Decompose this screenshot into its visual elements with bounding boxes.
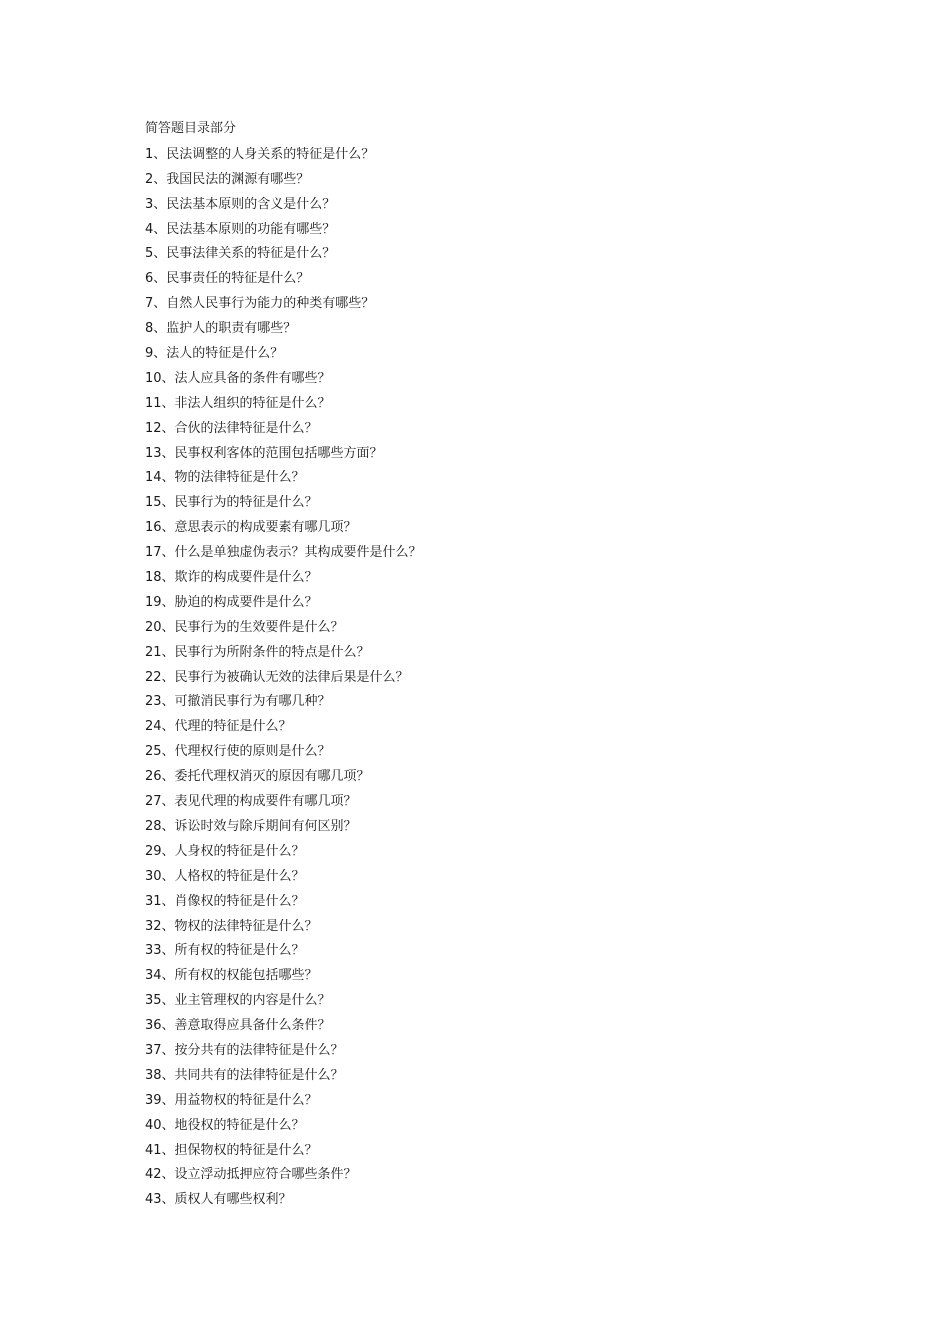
question-text: 、民事行为被确认无效的法律后果是什么？ bbox=[161, 669, 409, 685]
question-text: 、表见代理的构成要件有哪几项？ bbox=[161, 794, 357, 810]
list-item bbox=[145, 665, 845, 690]
list-item bbox=[145, 640, 845, 665]
question-number: 33 bbox=[145, 943, 162, 959]
question-text: 、自然人民事行为能力的种类有哪些？ bbox=[153, 296, 375, 312]
list-item bbox=[145, 1013, 845, 1038]
list-item bbox=[145, 416, 845, 441]
list-item bbox=[145, 291, 845, 316]
question-text: 、民事行为的生效要件是什么？ bbox=[161, 619, 344, 635]
question-number: 40 bbox=[145, 1117, 162, 1133]
question-number: 21 bbox=[145, 644, 162, 660]
question-text: 、监护人的职责有哪些？ bbox=[153, 321, 297, 337]
question-number: 43 bbox=[145, 1192, 162, 1208]
question-text: 、民事行为所附条件的特点是什么？ bbox=[161, 644, 370, 660]
list-item bbox=[145, 714, 845, 739]
question-text: 、地役权的特征是什么？ bbox=[161, 1117, 305, 1133]
question-number: 34 bbox=[145, 968, 162, 984]
question-number: 27 bbox=[145, 794, 162, 810]
question-number: 6 bbox=[145, 271, 154, 287]
list-item bbox=[145, 142, 845, 167]
question-text: 、合伙的法律特征是什么？ bbox=[161, 420, 318, 436]
list-item bbox=[145, 341, 845, 366]
question-number: 9 bbox=[145, 346, 154, 362]
question-text: 、我国民法的渊源有哪些？ bbox=[153, 171, 310, 187]
list-item bbox=[145, 217, 845, 242]
question-text: 、什么是单独虚伪表示？其构成要件是什么？ bbox=[161, 545, 422, 561]
question-number: 42 bbox=[145, 1167, 162, 1183]
question-text: 、民事法律关系的特征是什么？ bbox=[153, 246, 336, 262]
list-item bbox=[145, 1038, 845, 1063]
question-number: 3 bbox=[145, 196, 154, 212]
list-item bbox=[145, 266, 845, 291]
list-item bbox=[145, 167, 845, 192]
question-number: 39 bbox=[145, 1092, 162, 1108]
list-item bbox=[145, 963, 845, 988]
question-number: 16 bbox=[145, 520, 162, 536]
question-text: 、用益物权的特征是什么？ bbox=[161, 1092, 318, 1108]
question-text: 、物权的法律特征是什么？ bbox=[161, 918, 318, 934]
list-item bbox=[145, 938, 845, 963]
question-number: 4 bbox=[145, 221, 154, 237]
question-text: 、所有权的特征是什么？ bbox=[161, 943, 305, 959]
question-number: 23 bbox=[145, 694, 162, 710]
question-number: 11 bbox=[145, 395, 162, 411]
list-item bbox=[145, 814, 845, 839]
question-text: 、按分共有的法律特征是什么？ bbox=[161, 1042, 344, 1058]
list-item bbox=[145, 366, 845, 391]
question-text: 、共同共有的法律特征是什么？ bbox=[161, 1067, 344, 1083]
question-text: 、委托代理权消灭的原因有哪几项？ bbox=[161, 769, 370, 785]
question-number: 5 bbox=[145, 246, 154, 262]
question-text: 、可撤消民事行为有哪几种？ bbox=[161, 694, 331, 710]
question-number: 1 bbox=[145, 146, 154, 162]
question-text: 、所有权的权能包括哪些？ bbox=[161, 968, 318, 984]
question-text: 、诉讼时效与除斥期间有何区别？ bbox=[161, 818, 357, 834]
question-number: 10 bbox=[145, 370, 162, 386]
question-text: 、欺诈的构成要件是什么？ bbox=[161, 570, 318, 586]
list-item bbox=[145, 1162, 845, 1187]
question-text: 、非法人组织的特征是什么？ bbox=[161, 395, 331, 411]
list-item bbox=[145, 914, 845, 939]
question-text: 、肖像权的特征是什么？ bbox=[161, 893, 305, 909]
list-item bbox=[145, 1088, 845, 1113]
question-number: 12 bbox=[145, 420, 162, 436]
question-text: 、民事权利客体的范围包括哪些方面？ bbox=[161, 445, 383, 461]
question-number: 15 bbox=[145, 495, 162, 511]
list-item bbox=[145, 764, 845, 789]
list-item bbox=[145, 1187, 845, 1212]
question-number: 2 bbox=[145, 171, 154, 187]
list-item bbox=[145, 889, 845, 914]
question-number: 38 bbox=[145, 1067, 162, 1083]
question-number: 31 bbox=[145, 893, 162, 909]
question-text: 、意思表示的构成要素有哪几项？ bbox=[161, 520, 357, 536]
question-text: 、胁迫的构成要件是什么？ bbox=[161, 594, 318, 610]
question-number: 8 bbox=[145, 321, 154, 337]
list-item bbox=[145, 490, 845, 515]
list-item bbox=[145, 615, 845, 640]
question-number: 37 bbox=[145, 1042, 162, 1058]
list-item bbox=[145, 241, 845, 266]
question-number: 13 bbox=[145, 445, 162, 461]
question-number: 25 bbox=[145, 744, 162, 760]
list-item bbox=[145, 789, 845, 814]
list-item bbox=[145, 465, 845, 490]
list-item bbox=[145, 590, 845, 615]
list-item bbox=[145, 689, 845, 714]
question-number: 19 bbox=[145, 594, 162, 610]
question-text: 、民法基本原则的功能有哪些？ bbox=[153, 221, 336, 237]
question-text: 、法人的特征是什么？ bbox=[153, 346, 284, 362]
question-number: 35 bbox=[145, 993, 162, 1009]
question-text: 、民法基本原则的含义是什么？ bbox=[153, 196, 336, 212]
question-number: 36 bbox=[145, 1018, 162, 1034]
question-number: 17 bbox=[145, 545, 162, 561]
list-item bbox=[145, 441, 845, 466]
document-page bbox=[145, 117, 845, 1212]
question-number: 29 bbox=[145, 843, 162, 859]
question-text: 、民法调整的人身关系的特征是什么？ bbox=[153, 146, 375, 162]
question-text: 、物的法律特征是什么？ bbox=[161, 470, 305, 486]
question-text: 、人身权的特征是什么？ bbox=[161, 843, 305, 859]
question-text: 、善意取得应具备什么条件？ bbox=[161, 1018, 331, 1034]
question-list bbox=[145, 142, 845, 1212]
question-text: 、设立浮动抵押应符合哪些条件？ bbox=[161, 1167, 357, 1183]
list-item bbox=[145, 192, 845, 217]
question-number: 18 bbox=[145, 570, 162, 586]
question-number: 14 bbox=[145, 470, 162, 486]
question-number: 32 bbox=[145, 918, 162, 934]
question-number: 20 bbox=[145, 619, 162, 635]
list-item bbox=[145, 988, 845, 1013]
question-text: 、民事行为的特征是什么？ bbox=[161, 495, 318, 511]
question-text: 、担保物权的特征是什么？ bbox=[161, 1142, 318, 1158]
list-item bbox=[145, 391, 845, 416]
list-item bbox=[145, 739, 845, 764]
document-title: 简答题目录部分 bbox=[145, 121, 237, 136]
list-item bbox=[145, 565, 845, 590]
question-number: 7 bbox=[145, 296, 154, 312]
list-item bbox=[145, 540, 845, 565]
question-text: 、代理的特征是什么？ bbox=[161, 719, 292, 735]
question-text: 、代理权行使的原则是什么？ bbox=[161, 744, 331, 760]
question-number: 30 bbox=[145, 868, 162, 884]
question-number: 24 bbox=[145, 719, 162, 735]
question-number: 41 bbox=[145, 1142, 162, 1158]
question-text: 、民事责任的特征是什么？ bbox=[153, 271, 310, 287]
question-number: 26 bbox=[145, 769, 162, 785]
question-text: 、人格权的特征是什么？ bbox=[161, 868, 305, 884]
list-item bbox=[145, 316, 845, 341]
list-item bbox=[145, 864, 845, 889]
list-item bbox=[145, 1063, 845, 1088]
list-item bbox=[145, 1113, 845, 1138]
question-number: 22 bbox=[145, 669, 162, 685]
question-text: 、业主管理权的内容是什么？ bbox=[161, 993, 331, 1009]
question-text: 、法人应具备的条件有哪些？ bbox=[161, 370, 331, 386]
list-item bbox=[145, 515, 845, 540]
question-number: 28 bbox=[145, 818, 162, 834]
list-item bbox=[145, 1138, 845, 1163]
list-item bbox=[145, 839, 845, 864]
question-text: 、质权人有哪些权利？ bbox=[161, 1192, 292, 1208]
